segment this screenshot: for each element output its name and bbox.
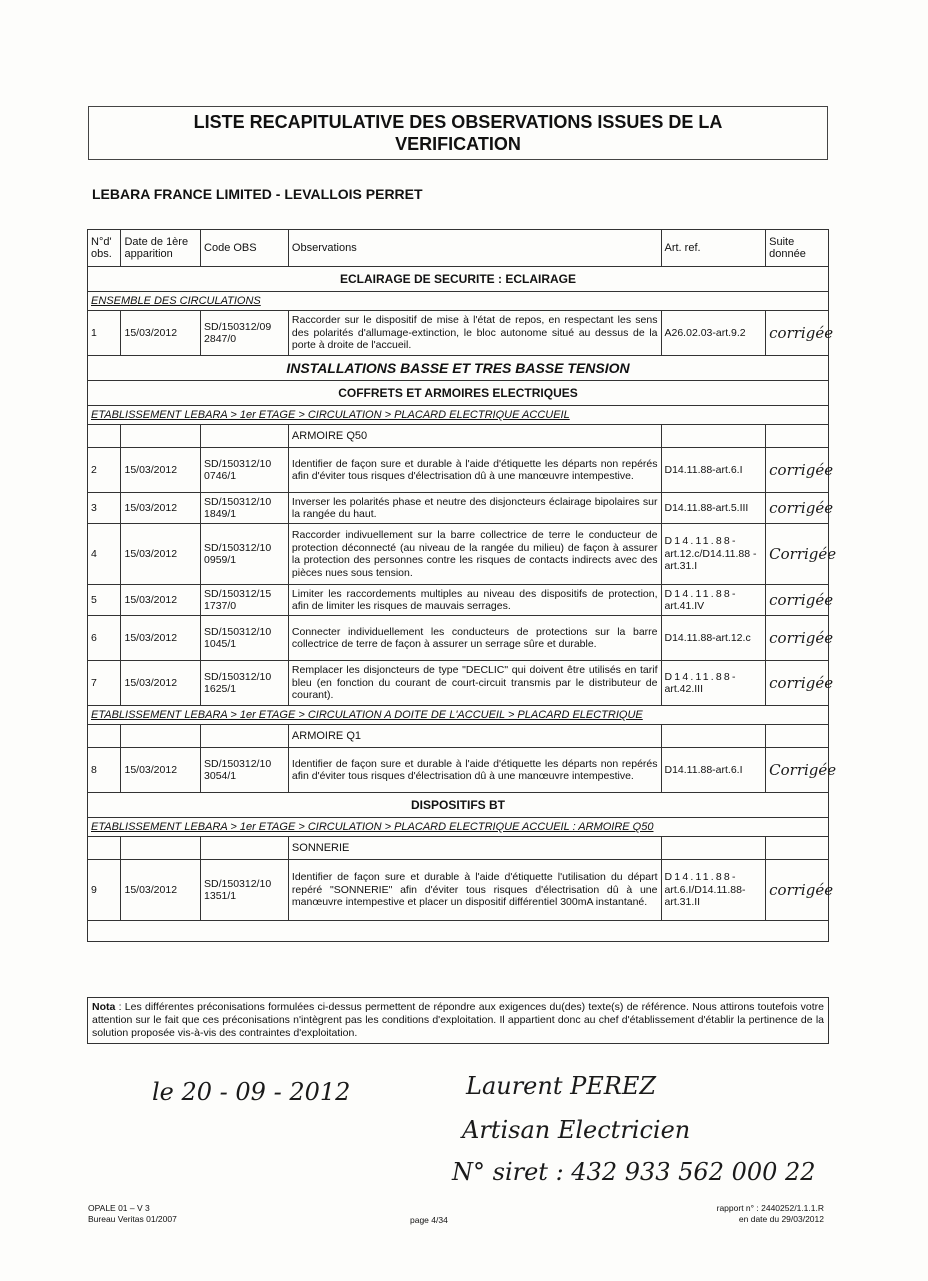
subgroup-row	[88, 725, 829, 748]
obs-art	[661, 524, 766, 585]
section-header	[88, 793, 829, 818]
location-row	[88, 818, 829, 837]
location-droite-accueil: ETABLISSEMENT LEBARA > 1er ETAGE > CIRCULATION A DOITE DE L'ACCUEIL > PLACARD ELECTRIQUE	[88, 706, 829, 725]
obs-art-line-1: D14.11.88-	[664, 535, 738, 548]
title-line-2: VERIFICATION	[395, 134, 521, 154]
handwritten-siret: N° siret : 432 933 562 000 22	[452, 1158, 816, 1186]
obs-art-line-2: art.6.I/D14.11.88-art.31.II	[664, 883, 746, 909]
location-placard-accueil: ETABLISSEMENT LEBARA > 1er ETAGE > CIRCULATION > PLACARD ELECTRIQUE ACCUEIL	[88, 406, 829, 425]
obs-text: Raccorder indivuellement sur la barre collectrice de terre le conducteur de protection déconnecté (au niveau de la rangée du milieu) de façon à assurer la protection des personnes contre les risques de contacts indirects avec des pièces nues sous tension.	[288, 524, 661, 585]
obs-num: 4	[88, 524, 121, 585]
obs-date: 15/03/2012	[121, 616, 201, 661]
obs-suite: corrigée	[766, 661, 829, 706]
table-row	[88, 448, 829, 493]
page-number: page 4/34	[410, 1215, 448, 1225]
title-line-1: LISTE RECAPITULATIVE DES OBSERVATIONS ISSUES DE LA	[193, 112, 723, 132]
obs-suite: Corrigée	[766, 748, 829, 793]
handwritten-role: Artisan Electricien	[462, 1116, 691, 1144]
section-coffrets: COFFRETS ET ARMOIRES ELECTRIQUES	[88, 381, 829, 406]
obs-art: D14.11.88-art.6.I	[661, 448, 766, 493]
obs-date: 15/03/2012	[121, 748, 201, 793]
handwritten-name: Laurent PEREZ	[466, 1072, 657, 1100]
obs-text: Limiter les raccordements multiples au niveau des dispositifs de protection, afin de limiter les risques de mauvais serrages.	[288, 585, 661, 616]
obs-text: Raccorder sur le dispositif de mise à l'état de repos, en respectant les sens des polarités d'allumage-extinction, le bloc autonome situé au dessus de la porte à droite de l'accueil.	[288, 311, 661, 356]
empty-row	[88, 921, 829, 942]
obs-suite: corrigée	[766, 585, 829, 616]
location-row	[88, 706, 829, 725]
subgroup-row	[88, 425, 829, 448]
obs-num: 1	[88, 311, 121, 356]
obs-text: Inverser les polarités phase et neutre des disjoncteurs éclairage bipolaires sur la rangée du haut.	[288, 493, 661, 524]
table-row	[88, 493, 829, 524]
report-date: en date du 29/03/2012	[738, 1214, 824, 1224]
obs-suite: corrigée	[766, 616, 829, 661]
section-subheader	[88, 381, 829, 406]
section-eclairage: ECLAIRAGE DE SECURITE : ECLAIRAGE	[88, 267, 829, 292]
nota-text: : Les différentes préconisations formulées ci-dessus permettent de répondre aux exigences du(des) texte(s) de référence. Nous attirons toutefois votre attention sur le fait que ces préconisations n'intègrent pas les conditions d'exploitation. Il appartient donc au chef d'établissement d'établir la pertinence de la solution proposée vis-à-vis des contraintes d'exploitation.	[92, 1001, 824, 1039]
table-row	[88, 748, 829, 793]
obs-date: 15/03/2012	[121, 661, 201, 706]
obs-code: SD/150312/10 1351/1	[201, 860, 289, 921]
section-dispositifs-bt: DISPOSITIFS BT	[88, 793, 829, 818]
obs-num: 2	[88, 448, 121, 493]
obs-date: 15/03/2012	[121, 493, 201, 524]
obs-code: SD/150312/10 1625/1	[201, 661, 289, 706]
header-date: Date de 1ère apparition	[121, 230, 201, 267]
obs-suite: corrigée	[766, 493, 829, 524]
obs-num: 9	[88, 860, 121, 921]
obs-art	[661, 585, 766, 616]
observations-table	[87, 229, 837, 942]
nota-box	[87, 997, 829, 1044]
nota-label: Nota	[92, 1001, 116, 1013]
subgroup-row	[88, 837, 829, 860]
obs-art-line-2: art.42.III	[664, 683, 704, 695]
obs-date: 15/03/2012	[121, 860, 201, 921]
handwritten-date: le 20 - 09 - 2012	[152, 1078, 351, 1106]
obs-code: SD/150312/10 0959/1	[201, 524, 289, 585]
header-num: N°d' obs.	[88, 230, 121, 267]
obs-code: SD/150312/09 2847/0	[201, 311, 289, 356]
table-row	[88, 311, 829, 356]
obs-code: SD/150312/15 1737/0	[201, 585, 289, 616]
obs-text: Identifier de façon sure et durable à l'aide d'étiquette les départs non repérés afin d'éviter tous risques d'électrisation dû à une manœuvre intempestive.	[288, 748, 661, 793]
table-row	[88, 616, 829, 661]
header-observations: Observations	[288, 230, 661, 267]
location-circulations: ENSEMBLE DES CIRCULATIONS	[88, 292, 829, 311]
location-row	[88, 292, 829, 311]
report-title	[88, 106, 828, 160]
obs-suite: corrigée	[766, 448, 829, 493]
header-art-ref: Art. ref.	[661, 230, 766, 267]
report-number: rapport n° : 2440252/1.1.1.R	[716, 1203, 824, 1213]
obs-date: 15/03/2012	[121, 585, 201, 616]
company-name: LEBARA FRANCE LIMITED - LEVALLOIS PERRET	[92, 186, 423, 202]
section-header	[88, 267, 829, 292]
obs-art-line-2: art.12.c/D14.11.88 -art.31.I	[664, 547, 757, 573]
obs-num: 7	[88, 661, 121, 706]
obs-num: 6	[88, 616, 121, 661]
obs-code: SD/150312/10 1849/1	[201, 493, 289, 524]
footer-issuer: Bureau Veritas 01/2007	[88, 1214, 177, 1224]
obs-art-line-2: art.41.IV	[664, 600, 705, 612]
table-header-row	[88, 230, 829, 267]
obs-art-line-1: D14.11.88-	[664, 871, 738, 884]
table-row	[88, 524, 829, 585]
obs-art	[661, 860, 766, 921]
footer-form-ref: OPALE 01 – V 3	[88, 1203, 150, 1213]
footer-right	[717, 1203, 824, 1225]
footer-left	[88, 1203, 177, 1225]
obs-text: Identifier de façon sure et durable à l'aide d'étiquette les départs non repérés afin d'éviter tous risques d'électrisation dû à une manœuvre intempestive.	[288, 448, 661, 493]
subgroup-armoire-q50: ARMOIRE Q50	[288, 425, 661, 448]
section-installations: INSTALLATIONS BASSE ET TRES BASSE TENSION	[88, 356, 829, 381]
obs-art: D14.11.88-art.12.c	[661, 616, 766, 661]
obs-date: 15/03/2012	[121, 311, 201, 356]
obs-art: A26.02.03-art.9.2	[661, 311, 766, 356]
obs-code: SD/150312/10 3054/1	[201, 748, 289, 793]
obs-date: 15/03/2012	[121, 448, 201, 493]
obs-suite: Corrigée	[766, 524, 829, 585]
obs-text: Identifier de façon sure et durable à l'aide d'étiquette l'utilisation du départ repéré "SONNERIE" afin d'éviter tous risques d'électrisation dû à une manœuvre intempestive et placer un dispositif différentiel 300mA instantané.	[288, 860, 661, 921]
location-armoire-q50: ETABLISSEMENT LEBARA > 1er ETAGE > CIRCULATION > PLACARD ELECTRIQUE ACCUEIL : ARMOIRE Q50	[88, 818, 829, 837]
obs-code: SD/150312/10 1045/1	[201, 616, 289, 661]
obs-art: D14.11.88-art.5.III	[661, 493, 766, 524]
obs-suite: corrigée	[766, 860, 829, 921]
obs-text: Remplacer les disjoncteurs de type "DECLIC" qui doivent être utilisés en tarif bleu (en fonction du courant de court-circuit transmis par le distributeur de courant).	[288, 661, 661, 706]
table-row	[88, 585, 829, 616]
obs-code: SD/150312/10 0746/1	[201, 448, 289, 493]
obs-art-line-1: D14.11.88-	[664, 670, 738, 683]
header-suite: Suite donnée	[766, 230, 829, 267]
subgroup-armoire-q1: ARMOIRE Q1	[288, 725, 661, 748]
obs-art: D14.11.88-art.6.I	[661, 748, 766, 793]
obs-num: 5	[88, 585, 121, 616]
obs-suite: corrigée	[766, 311, 829, 356]
obs-art-line-1: D14.11.88-	[664, 587, 738, 600]
obs-text: Connecter individuellement les conducteurs de protections sur la barre collectrice de terre de façon à assurer un serrage sûre et durable.	[288, 616, 661, 661]
table-row	[88, 661, 829, 706]
header-code: Code OBS	[201, 230, 289, 267]
obs-art	[661, 661, 766, 706]
subgroup-sonnerie: SONNERIE	[288, 837, 661, 860]
obs-date: 15/03/2012	[121, 524, 201, 585]
section-header	[88, 356, 829, 381]
obs-num: 8	[88, 748, 121, 793]
location-row	[88, 406, 829, 425]
obs-num: 3	[88, 493, 121, 524]
table-row	[88, 860, 829, 921]
